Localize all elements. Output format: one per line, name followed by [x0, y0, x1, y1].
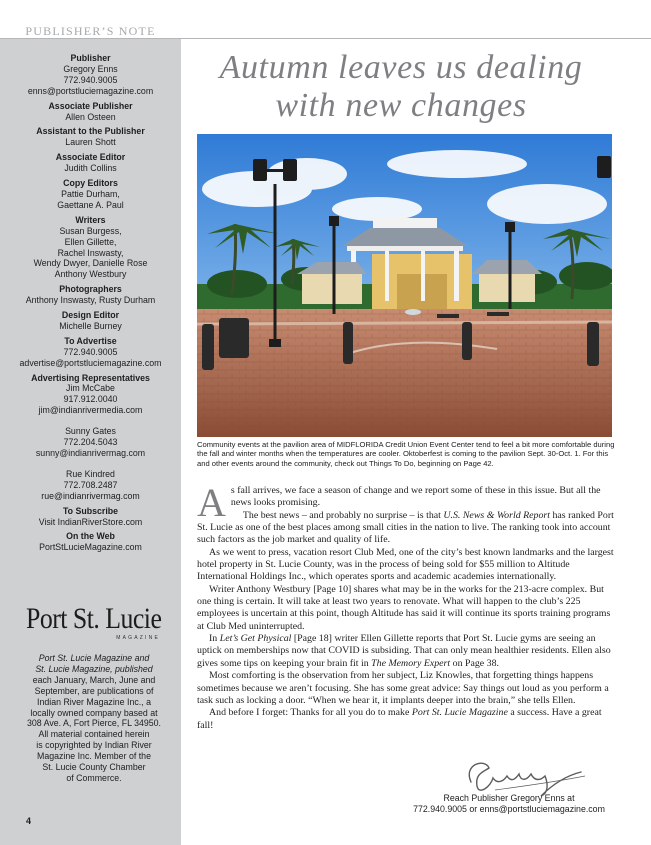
- publication-info-line: each January, March, June and: [32, 674, 156, 685]
- masthead-line: PortStLucieMagazine.com: [39, 542, 142, 553]
- masthead-role: To Advertise: [64, 335, 117, 346]
- logo-subtitle: MAGAZINE: [116, 635, 160, 641]
- publication-info-line: St. Lucie County Chamber: [42, 762, 146, 773]
- photo-caption: Community events at the pavilion area of MIDFLORIDA Credit Union Event Center tend to feel a bit more comfortable during the fall and winter months when the temperatures are cooler. Oktoberfest is coming to the pavilion Sept. 30-Oct. 1. For this and other events around the community, check out Things To Do, beginning on Page 42.: [197, 440, 615, 468]
- page-number: 4: [26, 816, 32, 826]
- logo-wordmark: Port St. Lucie: [26, 602, 162, 635]
- masthead-line: Pattie Durham,: [61, 188, 120, 199]
- publisher-contact: [402, 793, 616, 815]
- masthead-line: sunny@indianrivermag.com: [35, 448, 146, 458]
- masthead-line: Lauren Shott: [65, 137, 116, 148]
- masthead-line: Ellen Gillette,: [64, 236, 117, 247]
- masthead-role: Writers: [75, 214, 106, 225]
- masthead-line: Gaettane A. Paul: [57, 199, 124, 210]
- masthead-block: [0, 420, 181, 459]
- masthead-line: 772.708.2487: [63, 479, 118, 490]
- masthead-block: [0, 336, 181, 369]
- masthead-block: [0, 152, 181, 174]
- section-label: PUBLISHER’S NOTE: [25, 24, 156, 38]
- masthead-role: To Subscribe: [62, 505, 119, 516]
- title-line-1: Autumn leaves us dealing: [219, 49, 583, 86]
- magazine-logo: [26, 604, 166, 641]
- masthead-block: [0, 506, 181, 528]
- paragraph-2: The best news – and probably no surprise – is that U.S. News & World Report has ranked Port St. Lucie as one of the best places among small cities in the nation to live. The ranking took into account such factors as the job market and quality of life.: [197, 509, 614, 546]
- masthead-block: [0, 531, 181, 553]
- masthead-block: [0, 215, 181, 280]
- paragraph-5: In Let’s Get Physical [Page 18] writer Ellen Gillette reports that Port St. Lucie gyms are seeing an uptick on memberships now that COVID is subsiding. That can only mean healthier residents. Ellen also gives some tips on keeping your brain fit in The Memory Expert on Page 38.: [197, 633, 611, 669]
- masthead-role: Assistant to the Publisher: [36, 126, 145, 137]
- masthead-role: Associate Publisher: [48, 100, 133, 111]
- masthead-line: 917.912.0040: [63, 394, 118, 405]
- publication-info-line: Port St. Lucie Magazine and: [38, 653, 150, 663]
- masthead-block: [0, 126, 181, 148]
- masthead-line: Anthony Westbury: [54, 269, 127, 280]
- masthead-role: Advertising Representatives: [31, 372, 150, 383]
- masthead-sidebar: [0, 0, 181, 845]
- publication-info-line: Magazine Inc. Member of the: [37, 751, 151, 762]
- masthead-line: 772.940.9005: [63, 74, 118, 85]
- publisher-signature: [455, 756, 595, 798]
- masthead-line: Wendy Dwyer, Danielle Rose: [33, 258, 148, 269]
- masthead-block: [0, 373, 181, 417]
- contact-line-1: Reach Publisher Gregory Enns at: [443, 793, 575, 803]
- paragraph-6: Most comforting is the observation from her subject, Liz Knowles, that forgetting things happens sometimes because we aren’t focusing. She has some great advice: Say things out loud as you perform a task such as locking a door. “When we hear it, it implants deeper into the brain,” she tells Ellen.: [197, 670, 609, 706]
- publication-info-line: 308 Ave. A, Fort Pierce, FL 34950.: [27, 718, 161, 729]
- masthead-line: Visit IndianRiverStore.com: [38, 516, 143, 527]
- masthead-block: [0, 310, 181, 332]
- masthead-line: advertise@portstluciemagazine.com: [19, 357, 162, 368]
- publication-info-line: St. Lucie Magazine, published: [35, 663, 153, 674]
- masthead-role: Associate Editor: [55, 152, 126, 163]
- masthead-line: Judith Collins: [64, 163, 117, 174]
- masthead-line: Rachel Inswasty,: [57, 247, 124, 258]
- masthead-block: [0, 178, 181, 211]
- pavilion-photo: [197, 134, 612, 437]
- paragraph-7: And before I forget: Thanks for all you do to make Port St. Lucie Magazine a success. Have a great fall!: [197, 707, 602, 731]
- masthead-line: Sunny Gates: [65, 426, 116, 437]
- publication-info-line: locally owned company based at: [30, 707, 158, 718]
- masthead-block: [0, 53, 181, 97]
- publication-info-line: Indian River Magazine Inc., a: [37, 696, 151, 707]
- title-line-2: with new changes: [275, 87, 527, 124]
- masthead-list: [0, 53, 181, 557]
- masthead-role: Copy Editors: [63, 178, 118, 189]
- article-body: [197, 480, 615, 732]
- masthead-line: Jim McCabe: [66, 383, 115, 394]
- masthead-role: Photographers: [59, 284, 122, 295]
- masthead-line: rue@indianrivermag.com: [41, 490, 140, 501]
- masthead-line: enns@portstluciemagazine.com: [27, 85, 154, 96]
- publication-info-line: September, are publications of: [34, 685, 154, 696]
- masthead-line: 772.940.9005: [63, 346, 118, 357]
- publication-info-line: All material contained herein: [38, 729, 150, 740]
- publication-info-line: is copyrighted by Indian River: [36, 740, 152, 751]
- paragraph-1: As fall arrives, we face a season of change and we report some of these in this issue. But all the news looks promising.: [197, 480, 601, 525]
- masthead-line: Susan Burgess,: [59, 225, 122, 236]
- paragraph-4: Writer Anthony Westbury [Page 10] shares what may be in the works for the 213-acre complex. But one thing is certain. It will take at least two years to renovate. What will happen to the club’s 225 employees is uncertain at this point, though Altitude has said it will continue its sports training programs at Club Med uninterrupted.: [197, 583, 611, 632]
- masthead-line: 772.204.5043: [63, 437, 118, 448]
- masthead-line: Rue Kindred: [66, 468, 115, 479]
- page-title: [198, 49, 604, 125]
- drop-cap: A: [197, 480, 226, 525]
- masthead-block: [0, 101, 181, 123]
- masthead-role: Publisher: [70, 53, 111, 63]
- paragraph-3: As we went to press, vacation resort Club Med, one of the city’s best known landmarks and the largest hotel property in St. Lucie County, was in the process of being sold for $55 million to Altitude International Holdings Inc., which operates sports and academic academies internationally.: [197, 546, 614, 583]
- masthead-role: Design Editor: [61, 310, 120, 321]
- header-rule: [0, 38, 651, 39]
- masthead-line: Allen Osteen: [65, 111, 116, 122]
- masthead-role: On the Web: [66, 531, 115, 542]
- masthead-line: Michelle Burney: [59, 320, 122, 331]
- publication-info: [26, 653, 162, 784]
- masthead-block: [0, 463, 181, 502]
- masthead-line: jim@indianrivermedia.com: [38, 405, 143, 416]
- masthead-line: Anthony Inswasty, Rusty Durham: [25, 295, 156, 306]
- masthead-line: Gregory Enns: [63, 63, 118, 74]
- masthead-block: [0, 284, 181, 306]
- publication-info-line: of Commerce.: [66, 772, 122, 783]
- contact-line-2: 772.940.9005 or enns@portstluciemagazine.com: [413, 804, 605, 814]
